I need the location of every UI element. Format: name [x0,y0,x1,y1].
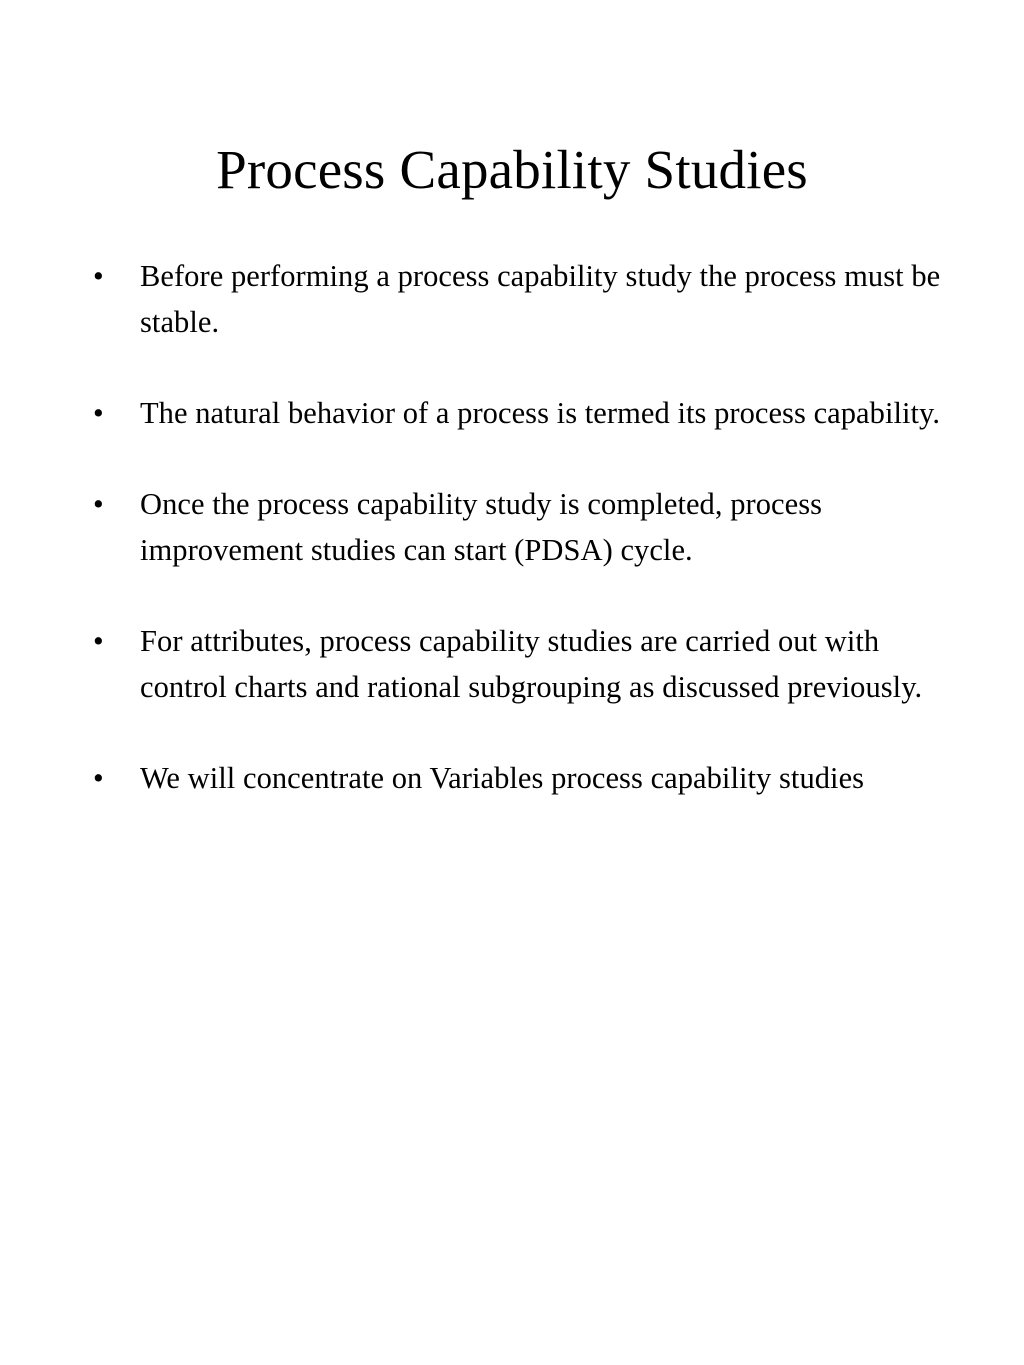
list-item [88,390,948,436]
bullet-point-icon: • [93,624,104,658]
list-item-text: We will concentrate on Variables process capability studies [140,761,865,795]
bullet-point-icon: • [93,761,104,795]
list-item-text: For attributes, process capability studies are carried out with control charts and rational subgrouping as discussed previously. [140,624,923,704]
list-item [88,253,948,345]
list-item [88,755,948,801]
page-title: Process Capability Studies [216,139,808,200]
list-item [88,481,948,573]
bullet-point-icon: • [93,259,104,293]
bullet-point-icon: • [93,487,104,521]
list-item-text: Once the process capability study is completed, process improvement studies can start (PDSA) cycle. [140,487,823,567]
bullet-list [88,253,948,801]
list-item-text: The natural behavior of a process is termed its process capability. [140,396,941,430]
bullet-point-icon: • [93,396,104,430]
list-item [88,618,948,710]
list-item-text: Before performing a process capability study the process must be stable. [140,259,941,339]
